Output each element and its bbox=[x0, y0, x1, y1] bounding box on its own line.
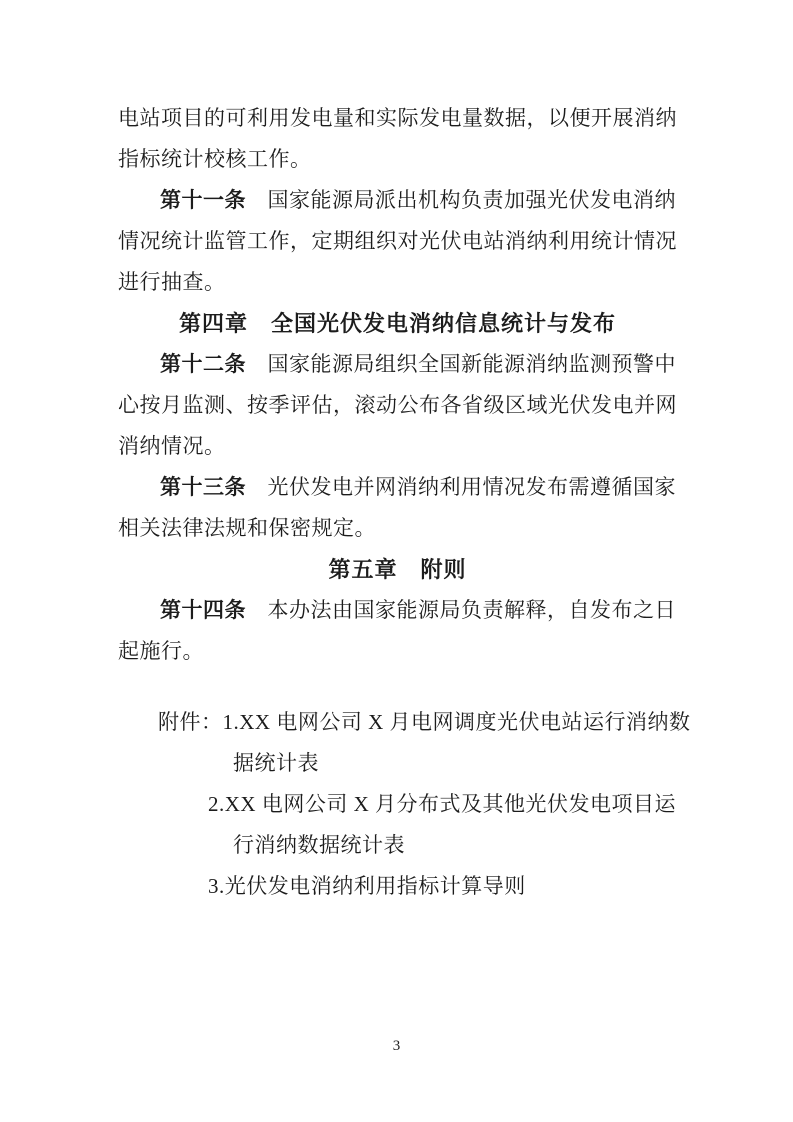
article-14-number: 第十四条 bbox=[160, 599, 246, 622]
article-11-number: 第十一条 bbox=[160, 189, 246, 212]
article-12-text: 国家能源局组织全国新能源消纳监测预警中 bbox=[246, 352, 676, 376]
article-12-line bbox=[118, 344, 677, 385]
body-text-line: 相关法律法规和保密规定。 bbox=[118, 516, 376, 540]
body-text-line: 进行抽查。 bbox=[118, 270, 226, 294]
article-12-number: 第十二条 bbox=[160, 353, 246, 376]
article-13-number: 第十三条 bbox=[160, 476, 246, 499]
document-body bbox=[118, 98, 691, 907]
attachment-line-1: 附件：1.XX 电网公司 X 月电网调度光伏电站运行消纳数 bbox=[158, 710, 691, 734]
body-text-line: 指标统计校核工作。 bbox=[118, 147, 312, 171]
body-text-line: 起施行。 bbox=[118, 639, 204, 663]
chapter-5-heading: 第五章 附则 bbox=[328, 557, 467, 582]
body-text-line: 情况统计监管工作，定期组织对光伏电站消纳利用统计情况 bbox=[118, 229, 677, 253]
attachment-line-2-cont: 行消纳数据统计表 bbox=[233, 833, 405, 857]
body-text-line: 电站项目的可利用发电量和实际发电量数据，以便开展消纳 bbox=[118, 106, 677, 130]
body-text-line: 心按月监测、按季评估，滚动公布各省级区域光伏发电并网 bbox=[118, 393, 677, 417]
body-text-line: 消纳情况。 bbox=[118, 434, 226, 458]
article-14-text: 本办法由国家能源局负责解释，自发布之日 bbox=[246, 598, 676, 622]
article-11-text: 国家能源局派出机构负责加强光伏发电消纳 bbox=[246, 188, 676, 212]
attachment-line-2: 2.XX 电网公司 X 月分布式及其他光伏发电项目运 bbox=[208, 792, 676, 816]
page-number: 3 bbox=[392, 1038, 401, 1054]
article-13-line bbox=[118, 467, 677, 508]
article-14-line bbox=[118, 590, 677, 631]
attachment-line-1-cont: 据统计表 bbox=[233, 751, 319, 775]
chapter-4-heading: 第四章 全国光伏发电消纳信息统计与发布 bbox=[178, 311, 616, 336]
article-13-text: 光伏发电并网消纳利用情况发布需遵循国家 bbox=[246, 475, 676, 499]
article-11-line bbox=[118, 180, 677, 221]
attachment-line-3: 3.光伏发电消纳利用指标计算导则 bbox=[208, 874, 526, 898]
attachment-list bbox=[118, 702, 691, 907]
